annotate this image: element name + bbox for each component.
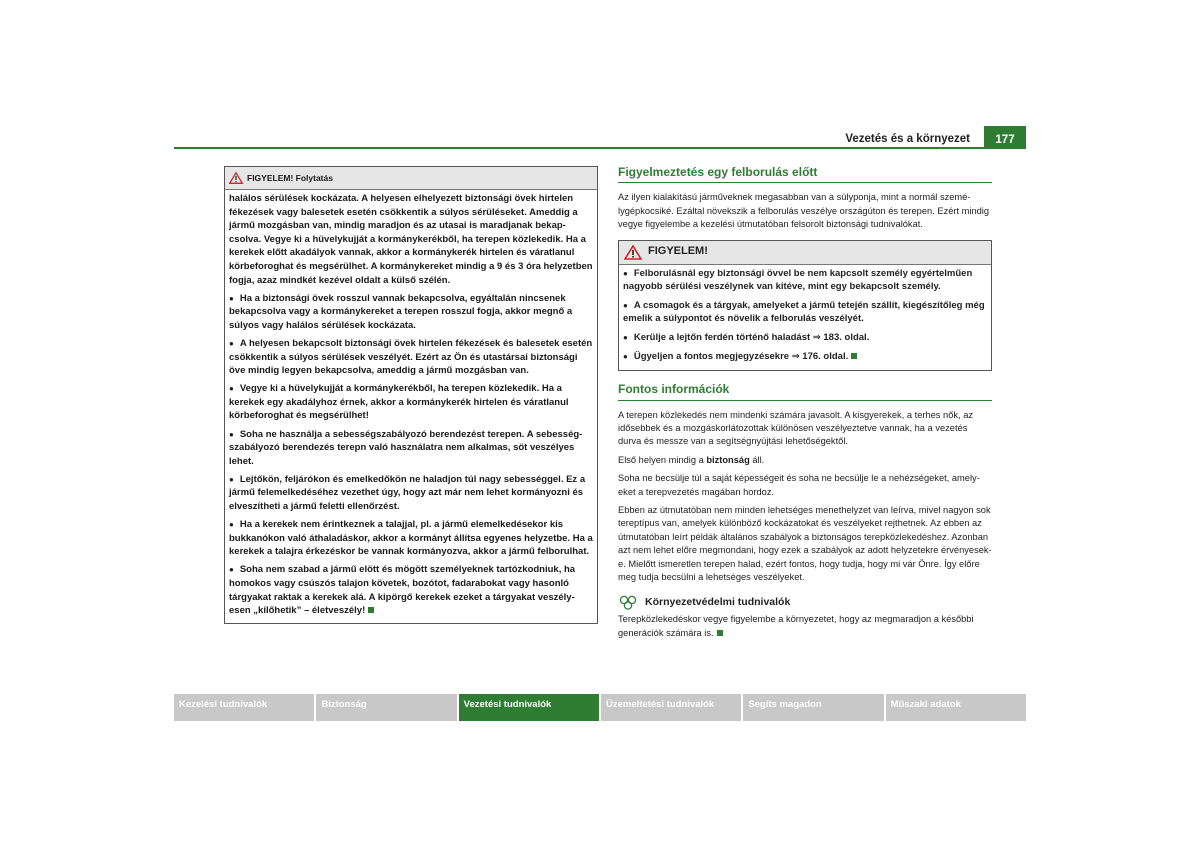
warning-box-continued	[224, 166, 598, 624]
warning-body	[619, 265, 991, 371]
warning-box	[618, 240, 992, 372]
warning-bullet: ● Vegye ki a hüvelykujját a kormánykerékből, ha terepen közlekedik. Ha a kerekek egy akadályhoz érnek, akkor a kormánykerék hirtelen és váratlanul körbeforoghat és megsérülhet!	[229, 382, 593, 423]
warning-bullet: ● Kerülje a lejtőn ferdén történő haladást ⇒ 183. oldal.	[623, 331, 987, 345]
warning-header	[619, 241, 991, 265]
warning-bullet: ● Ha a biztonsági övek rosszul vannak bekapcsolva, egyáltalán nincsenek bekapcsolva vagy a kormánykereket a terepen rosszul fogja, akkor megnő a súlyos vagy halálos sérülések kockázata.	[229, 292, 593, 333]
environment-paragraph: Terepközlekedéskor vegye figyelembe a környezetet, hogy az megmaradjon a későbbi generációk számára is.	[618, 614, 974, 638]
right-column	[618, 166, 992, 645]
warning-bullet: ● A helyesen bekapcsolt biztonsági övek hirtelen fékezések és balesetek esetén csökkentik a súlyos sérülések veszélyét. Ezért az Ön és utastársai biztonsági öve mindig legyen bekapcsolva, ameddig a jármű mozgásban van.	[229, 337, 593, 378]
section-paragraph: Az ilyen kialakítású járműveknek megasabban van a súlyponja, mint a normál személygépkocsiké. Ezáltal növekszik a felborulás veszélye országúton és terepen. Ezért mindig vegye figyelembe a kezelési útmutatóban felsorolt biztonsági tudnivalókat.	[618, 192, 990, 230]
tab-segits[interactable]: Segíts magadon	[743, 694, 883, 721]
section-paragraph: Első helyen mindig a biztonság áll.	[618, 454, 765, 465]
warning-bullet: ● A csomagok és a tárgyak, amelyeket a jármű tetején szállít, kiegészítőleg még emelik a súlypontot és növelik a felborulás veszélyét.	[623, 299, 987, 326]
section-paragraph: Ebben az útmutatóban nem minden lehetséges menethelyzet van leírva, mivel nagyon sok tereptípus van, amelyek különböző kockázatokat és veszélyeket rejthetnek. Az ebben az útmutatóban leírt példák általános szabályok a biztonságos terepközlekedéshez. Azonban azt nem lehet előre megmondani, hogy ezek a szabályok az adott helyzetekre érvényesek-e. Mielőtt ismeretlen terepen halad, ezért fontos, hogy tudja, hogy mi vár Önre. Így előre meg tudja becsülni a lehetséges veszélyeket.	[618, 505, 992, 583]
environment-icon	[618, 594, 638, 610]
header-rule	[174, 147, 1026, 149]
end-square-icon	[368, 607, 374, 613]
warning-paragraph: halálos sérülések kockázata. A helyesen elhelyezett biztonsági övek hirtelen fékezések vagy balesetek esetén csökkentik a súlyos sérüléseket. Ameddig a jármű mozgásban van, mindig maradjon és az utasai is maradjanak bekapcsolva. Vegye ki a hüvelykujját a kormánykerékből, ha terepen közlekedik. Ha a kerekek előtt akadályok vannak, akkor a kormánykerék hirtelen és váratlanul körbeforoghat és megsérülhet. A kormánykereket mindig a 9 és 3 óra helyzetben fogja, azaz mindkét kezével oldalt a külső szélén.	[229, 193, 593, 286]
environment-title: Környezetvédelmi tudnivalók	[645, 595, 791, 608]
environment-heading	[618, 594, 992, 610]
tab-kezelesi[interactable]: Kezelési tudnivalók	[174, 694, 314, 721]
tab-muszaki[interactable]: Műszaki adatok	[886, 694, 1026, 721]
warning-body	[225, 190, 597, 624]
warning-bullet-last: ● Ügyeljen a fontos megjegyzésekre ⇒ 176. oldal.	[623, 350, 987, 364]
warning-bullet: ● Felborulásnál egy biztonsági övvel be nem kapcsolt személy egyértelműen nagyobb sérülési veszélynek van kitéve, mint egy bekapcsolt személy.	[623, 267, 987, 294]
page-number: 177	[984, 126, 1026, 148]
warning-title: FIGYELEM! Folytatás	[247, 173, 333, 183]
warning-title: FIGYELEM!	[648, 245, 708, 258]
section-title-important: Fontos információk	[618, 383, 992, 400]
warning-bullet: ● Ha a kerekek nem érintkeznek a talajjal, pl. a jármű elemelkedésekor kis bukkanókon való áthaladáskor, akkor a kormányt állítsa egyenes helyzetbe. Ha a kerekek a talajra érkezéskor be vannak kormányozva, akkor a jármű felborulhat.	[229, 518, 593, 559]
warning-triangle-icon	[229, 172, 243, 184]
tab-biztonsag[interactable]: Biztonság	[316, 694, 456, 721]
end-square-icon	[717, 630, 723, 636]
tab-uzemeltetesi[interactable]: Üzemeltetési tudnivalók	[601, 694, 741, 721]
tab-vezetesi[interactable]: Vezetési tudnivalók	[459, 694, 599, 721]
warning-header	[225, 167, 597, 190]
section-title-rollover: Figyelmeztetés egy felborulás előtt	[618, 166, 992, 183]
page-title: Vezetés és a környezet	[845, 133, 970, 145]
section-paragraph: Soha ne becsülje túl a saját képességeit és soha ne becsülje le a nehézségeket, amelyeket a terepvezetés magában hordoz.	[618, 473, 980, 497]
end-square-icon	[851, 353, 857, 359]
chapter-tabs	[174, 694, 1026, 721]
warning-bullet: ● Soha ne használja a sebességszabályozó berendezést terepen. A sebességszabályozó berendezés terepn való használatra nem alkalmas, söt veszélyes lehet.	[229, 428, 593, 469]
warning-bullet-last: ● Soha nem szabad a jármű elött és mögött személyeknek tartózkodniuk, ha homokos vagy csúszós talajon követek, bozótot, fadarabokat vagy hasonló tárgyakat raktak a kerekek alá. A kipörgő kerekek ezeket a tárgyakat veszélyesen „kilőhetik” – életveszély!	[229, 563, 593, 617]
section-paragraph: A terepen közlekedés nem mindenki számára javasolt. A kisgyerekek, a terhes nők, az idősebbek és a mozgáskorlátozottak különösen veszélyeztetve vannak, ha a vezetés durva és messze van a segítségnyújtási lehetőségektől.	[618, 409, 974, 447]
warning-triangle-icon	[624, 245, 642, 260]
warning-bullet: ● Lejtőkön, feljárókon és emelkedőkön ne haladjon túl nagy sebességgel. Ez a jármű felemelkedéséhez vezethet úgy, hogy azt már nem lehet kormányozni és elveszítheti a jármű feletti ellenőrzést.	[229, 473, 593, 514]
